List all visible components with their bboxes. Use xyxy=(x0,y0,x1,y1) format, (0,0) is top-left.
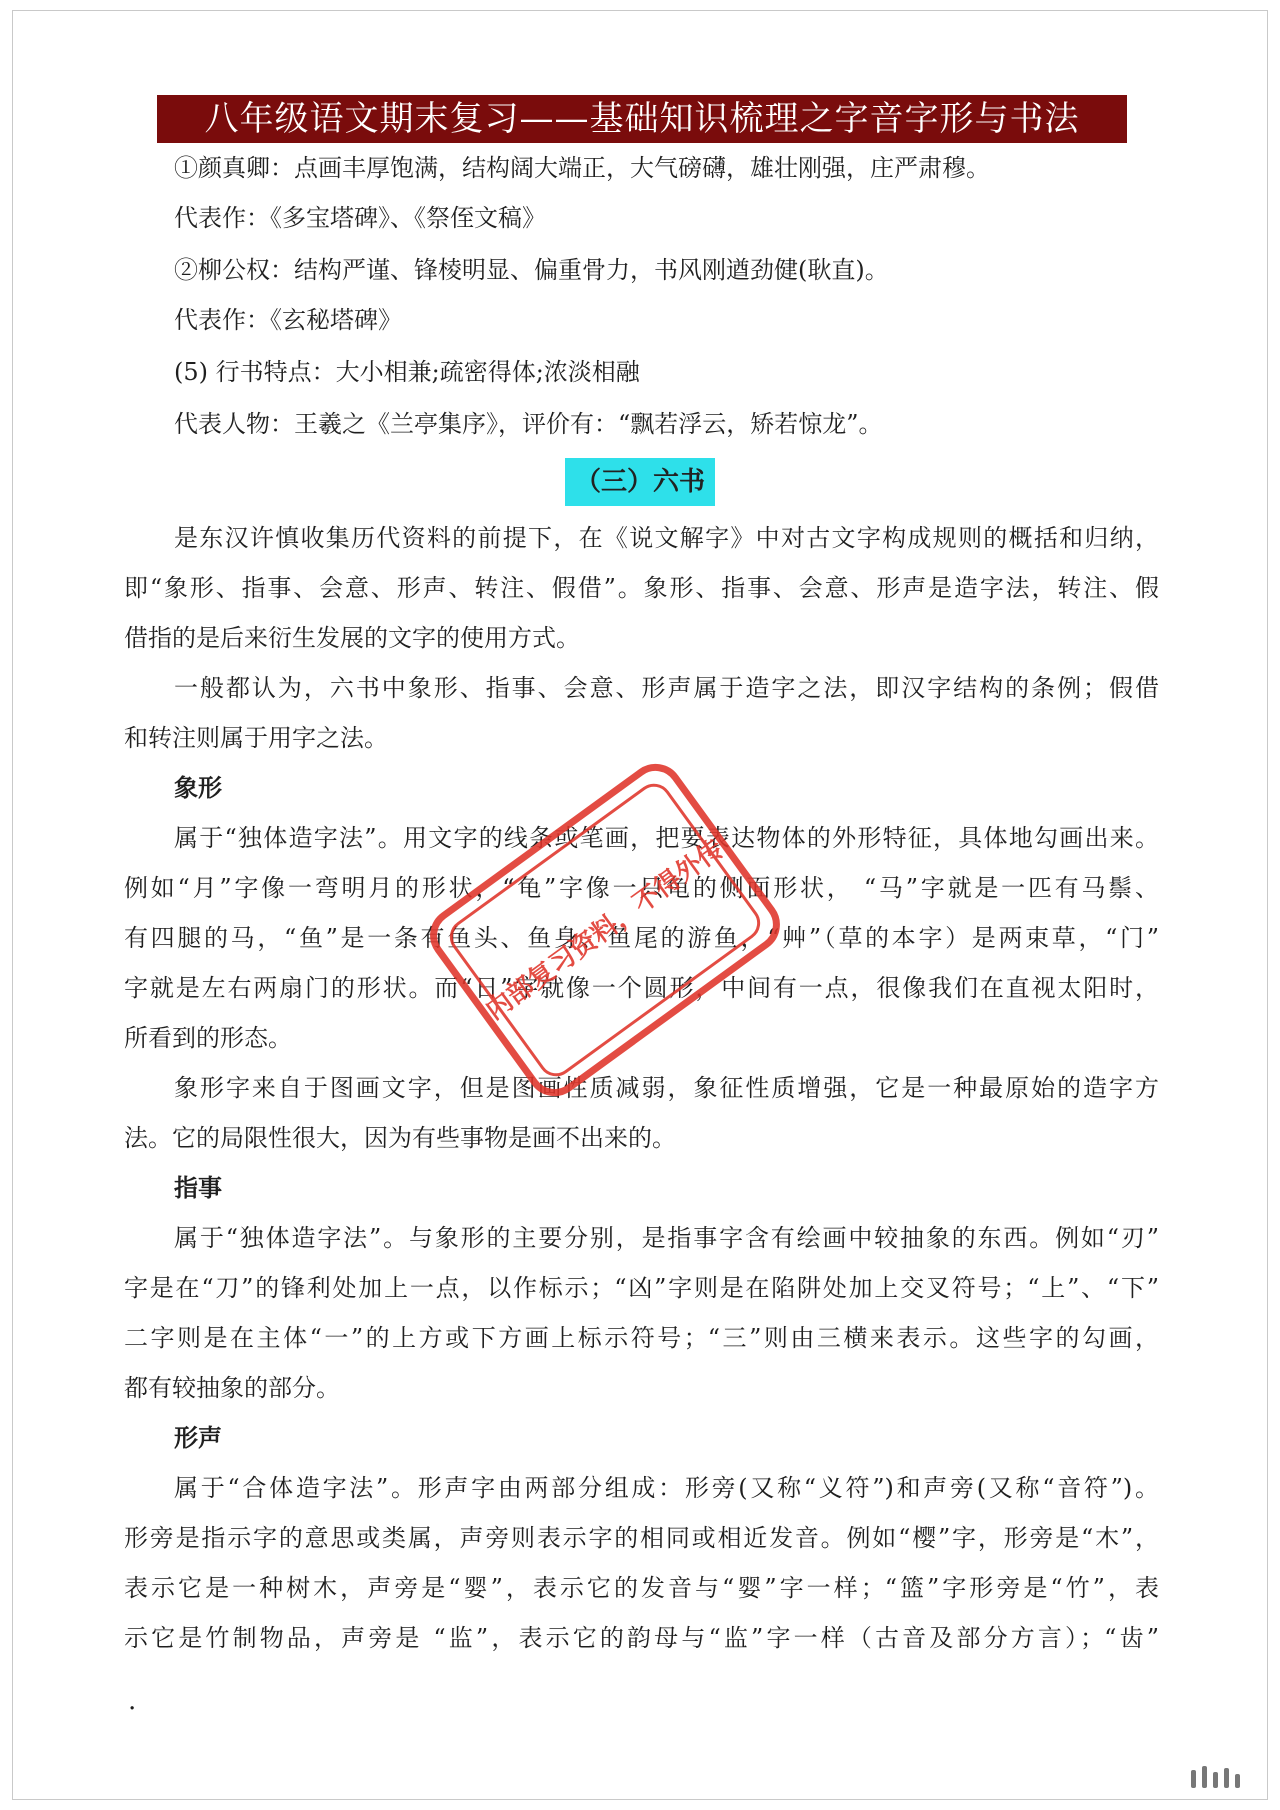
heading-zhishi: 指事 xyxy=(174,1173,222,1202)
xiangxing-line: 属于“独体造字法”。用文字的线条或笔画，把要表达物体的外形特征，具体地勾画出来。 xyxy=(174,824,1159,852)
yan-works: 代表作：《多宝塔碑》、《祭侄文稿》 xyxy=(174,204,546,232)
xingshu-features: (5) 行书特点：大小相兼;疏密得体;浓淡相融 xyxy=(174,358,640,386)
xingsheng-line: 形旁是指示字的意思或类属，声旁则表示字的相同或相近发音。例如“樱”字，形旁是“木”， xyxy=(124,1524,1159,1552)
zhishi-line: 都有较抽象的部分。 xyxy=(124,1374,340,1402)
zhishi-line: 属于“独体造字法”。与象形的主要分别，是指事字含有绘画中较抽象的东西。例如“刃” xyxy=(174,1224,1159,1252)
intro-line: 即“象形、指事、会意、形声、转注、假借”。象形、指事、会意、形声是造字法，转注、假 xyxy=(124,574,1159,602)
corner-mark xyxy=(1224,1768,1229,1788)
corner-marks xyxy=(1191,1766,1240,1788)
heading-xiangxing: 象形 xyxy=(174,773,222,802)
xiangxing-line: 字就是左右两扇门的形状。而“日”字就像一个圆形，中间有一点，很像我们在直视太阳时， xyxy=(124,974,1159,1002)
heading-xingsheng: 形声 xyxy=(174,1423,222,1452)
zhishi-line: 二字则是在主体“一”的上方或下方画上标示符号；“三”则由三横来表示。这些字的勾画， xyxy=(124,1324,1159,1352)
corner-mark xyxy=(1202,1766,1207,1788)
stamp-text: 内部复习资料，不得外传 xyxy=(480,833,730,1027)
xingsheng-line: 属于“合体造字法”。形声字由两部分组成：形旁(又称“义符”)和声旁(又称“音符”)。 xyxy=(174,1474,1159,1502)
yan-description: ①颜真卿：点画丰厚饱满，结构阔大端正，大气磅礴，雄壮刚强，庄严肃穆。 xyxy=(174,154,990,182)
xingsheng-line: 示它是竹制物品，声旁是 “监”，表示它的韵母与“监”字一样（古音及部分方言）；“齿” xyxy=(124,1624,1159,1652)
section-heading-liushu: （三）六书 xyxy=(565,458,715,506)
xiangxing-line: 法。它的局限性很大，因为有些事物是画不出来的。 xyxy=(124,1124,676,1152)
corner-mark xyxy=(1235,1774,1240,1788)
page-title: 八年级语文期末复习——基础知识梳理之字音字形与书法 xyxy=(157,95,1127,143)
liu-description: ②柳公权：结构严谨、锋棱明显、偏重骨力，书风刚遒劲健(耿直)。 xyxy=(174,256,889,284)
liu-works: 代表作：《玄秘塔碑》 xyxy=(174,306,402,334)
intro-line: 借指的是后来衍生发展的文字的使用方式。 xyxy=(124,624,580,652)
xingshu-representative: 代表人物：王羲之《兰亭集序》，评价有：“飘若浮云，矫若惊龙”。 xyxy=(174,410,883,438)
corner-mark xyxy=(1213,1772,1218,1788)
xiangxing-line: 有四腿的马，“鱼”是一条有鱼头、鱼身、鱼尾的游鱼，“艸”（草的本字）是两束草，“门” xyxy=(124,924,1159,952)
intro-line: 是东汉许慎收集历代资料的前提下，在《说文解字》中对古文字构成规则的概括和归纳， xyxy=(174,524,1159,552)
general-line: 一般都认为，六书中象形、指事、会意、形声属于造字之法，即汉字结构的条例；假借 xyxy=(174,674,1159,702)
corner-mark xyxy=(1191,1770,1196,1788)
general-line: 和转注则属于用字之法。 xyxy=(124,724,388,752)
xiangxing-line: 所看到的形态。 xyxy=(124,1024,292,1052)
xingsheng-line: 表示它是一种树木，声旁是“婴”，表示它的发音与“婴”字一样；“篮”字形旁是“竹”，表 xyxy=(124,1574,1159,1602)
xiangxing-line: 例如“月”字像一弯明月的形状，“龟”字像一只龟的侧面形状， “马”字就是一匹有马鬃、 xyxy=(124,874,1159,902)
zhishi-line: 字是在“刀”的锋利处加上一点，以作标示；“凶”字则是在陷阱处加上交叉符号；“上”、“下” xyxy=(124,1274,1159,1302)
xiangxing-line: 象形字来自于图画文字，但是图画性质减弱，象征性质增强，它是一种最原始的造字方 xyxy=(174,1074,1159,1102)
trailing-dot: . xyxy=(128,1686,137,1716)
